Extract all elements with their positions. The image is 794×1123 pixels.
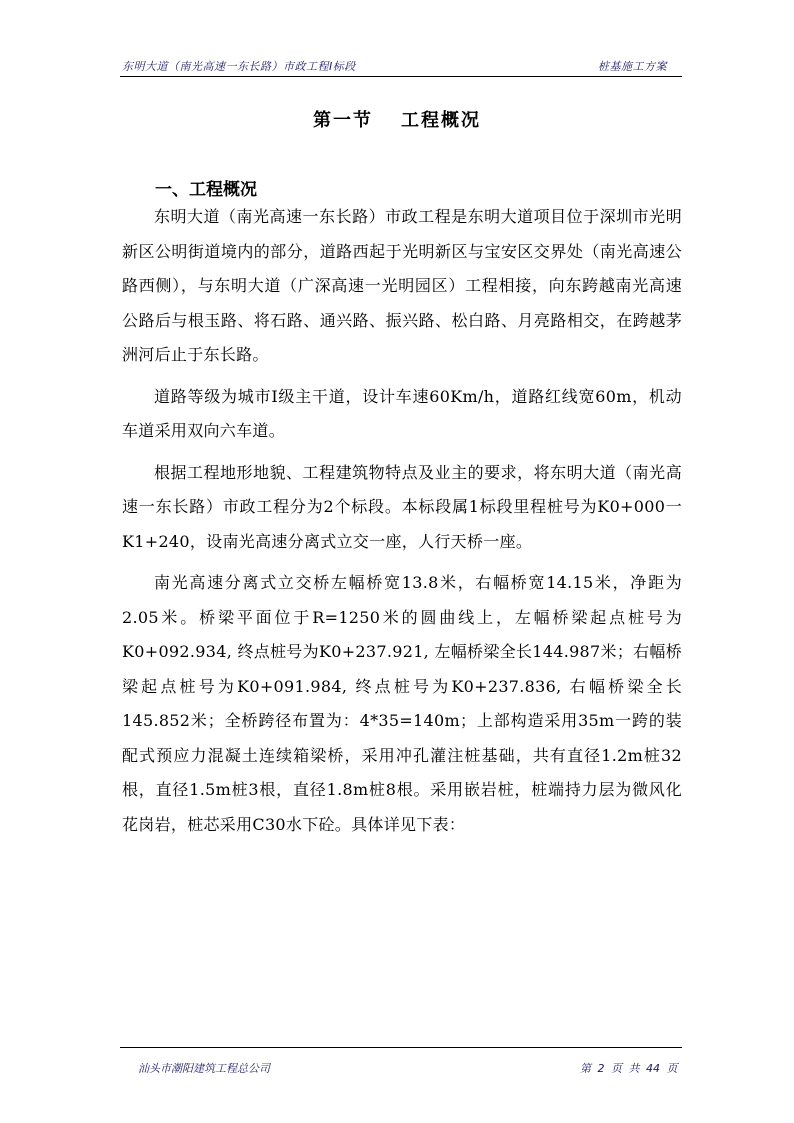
title-section-name: 工程概况: [401, 110, 481, 131]
footer-page-number: 第 2 页 共 44 页: [580, 1062, 678, 1075]
header-document-name: 桩基施工方案: [598, 60, 667, 73]
header-project-name: 东明大道（南光高速一东长路）市政工程Ⅰ标段: [122, 60, 356, 73]
paragraph-3: 根据工程地形地貌、工程建筑物特点及业主的要求，将东明大道（南光高速一东长路）市政工程分为2个标段。本标段属1标段里程桩号为K0+000一K1+240，设南光高速分离式立交一座，人行天桥一座。: [122, 462, 682, 551]
page-title: [0, 106, 794, 132]
page-footer: [120, 1047, 682, 1075]
paragraph-4: 南光高速分离式立交桥左幅桥宽13.8米，右幅桥宽14.15米，净距为2.05米。桥梁平面位于R=1250米的圆曲线上，左幅桥梁起点桩号为K0+092.934, 终点桩号为K0+237.921, 左幅桥梁全长144.987米；右幅桥梁起点桩号为K0+091.984, 终点桩号为K0+237.836, 右幅桥梁全长145.852米；全桥跨径布置为：4*35=140m；上部构造采用35m一跨的装配式预应力混凝土连续箱梁桥，采用冲孔灌注桩基础，共有直径1.2m桩32根，直径1.5m桩3根，直径1.8m桩8根。采用嵌岩桩，桩端持力层为微风化花岗岩，桩芯采用C30水下砼。具体详见下表：: [122, 573, 683, 834]
section-heading: 一、工程概况: [155, 180, 257, 200]
paragraph-2: 道路等级为城市Ⅰ级主干道，设计车速60Km/h，道路红线宽60m，机动车道采用双向六车道。: [122, 386, 682, 440]
title-section-number: 第一节: [313, 110, 373, 131]
paragraph-1: 东明大道（南光高速一东长路）市政工程是东明大道项目位于深圳市光明新区公明街道境内的部分，道路西起于光明新区与宝安区交界处（南光高速公路西侧），与东明大道（广深高速一光明园区）工程相接，向东跨越南光高速公路后与根玉路、将石路、通兴路、振兴路、松白路、月亮路相交，在跨越茅洲河后止于东长路。: [122, 207, 682, 364]
footer-company-name: 汕头市潮阳建筑工程总公司: [138, 1062, 270, 1075]
page-header: [120, 58, 682, 77]
body-text: [122, 200, 682, 849]
